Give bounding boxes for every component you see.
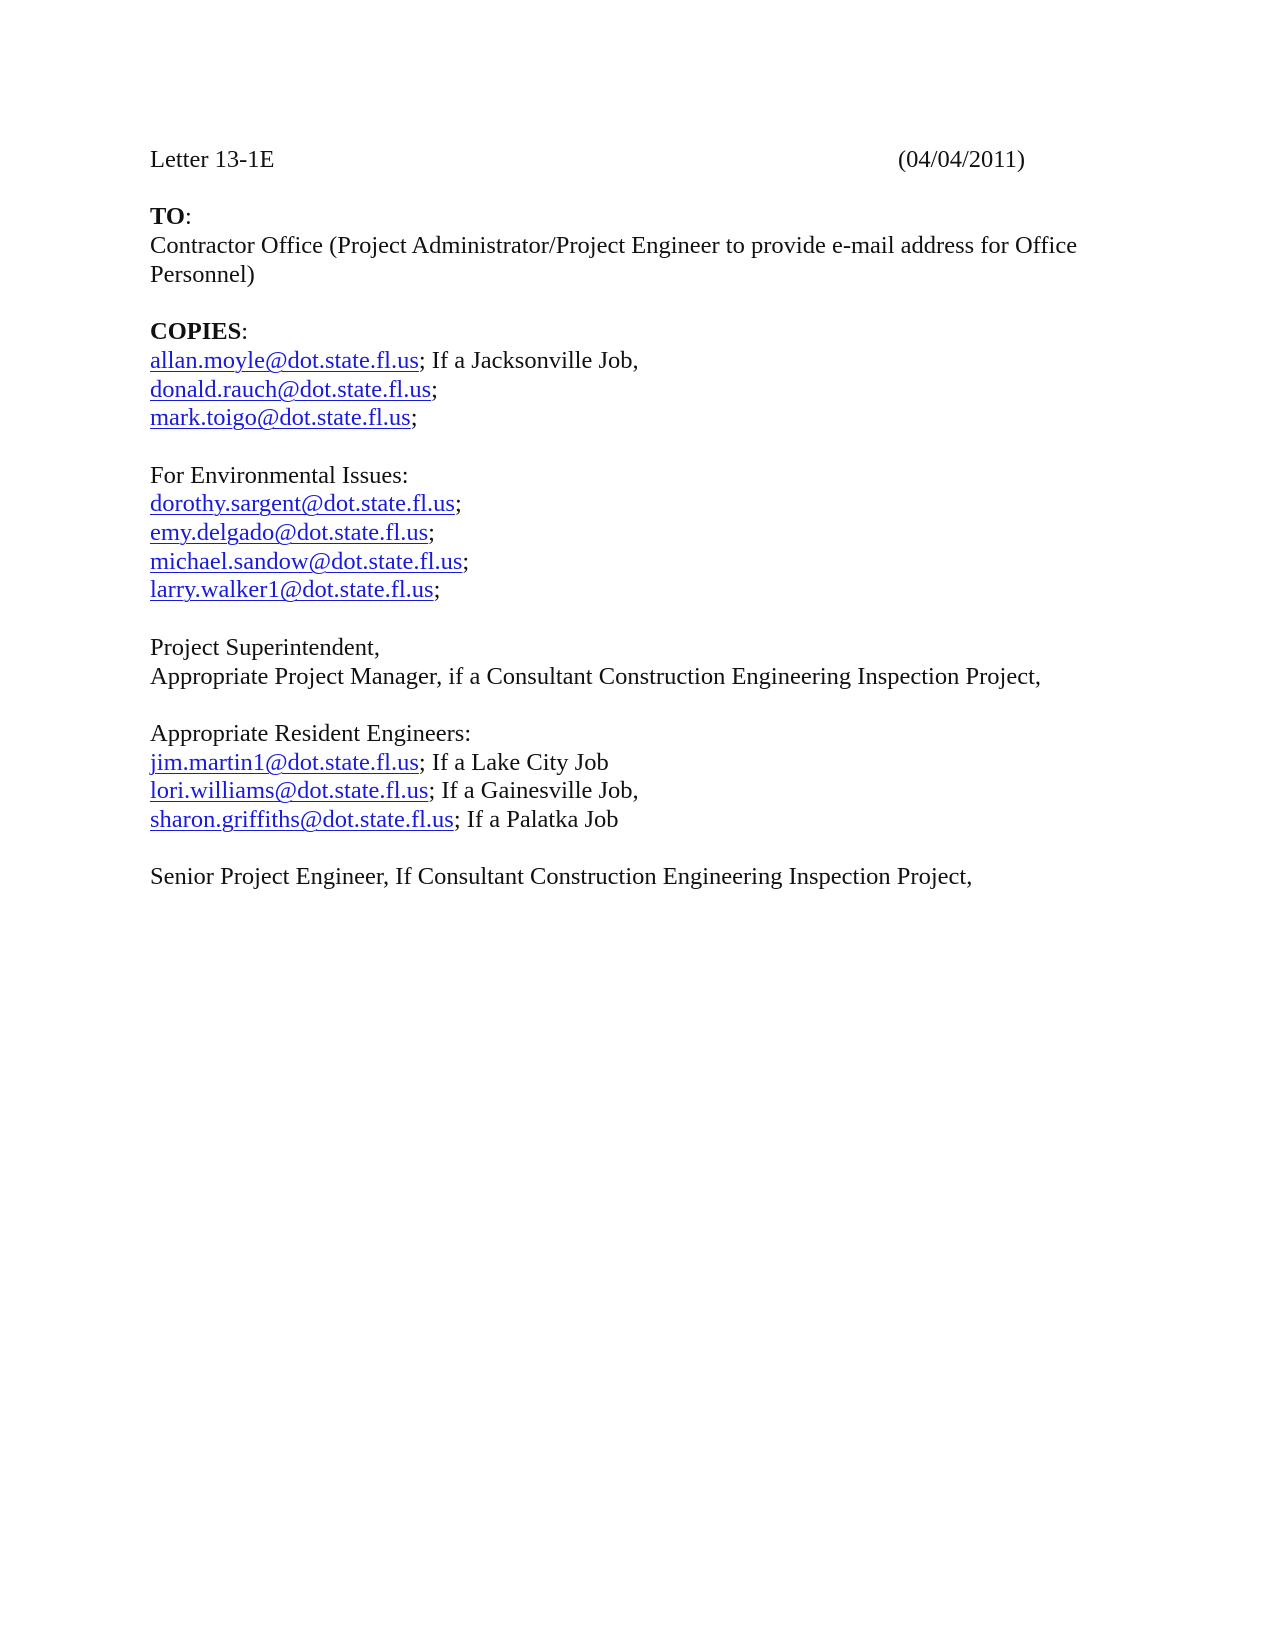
copies-heading-line [150, 318, 1110, 347]
letter-date: (04/04/2011) [898, 146, 1026, 173]
superintendent-line: Project Superintendent, [150, 633, 380, 661]
email-link[interactable]: dorothy.sargent@dot.state.fl.us [150, 490, 455, 518]
copies-line-suffix: ; [431, 375, 438, 403]
to-heading-colon: : [184, 203, 192, 231]
email-link[interactable]: lori.williams@dot.state.fl.us [150, 777, 429, 805]
email-link[interactable]: jim.martin1@dot.state.fl.us [150, 748, 419, 776]
resident-engineer-line [150, 749, 1110, 778]
environmental-line-suffix: ; [428, 519, 435, 547]
email-link[interactable]: michael.sandow@dot.state.fl.us [150, 547, 463, 575]
environmental-line-suffix: ; [462, 547, 470, 575]
letter-id: Letter 13-1E [150, 146, 275, 173]
resident-engineer-line-suffix: ; If a Gainesville Job, [428, 777, 639, 805]
resident-engineer-line [150, 806, 1110, 835]
resident-engineers-heading: Appropriate Resident Engineers: [150, 719, 472, 747]
copies-heading: COPIES [150, 318, 242, 346]
to-heading: TO [150, 203, 185, 231]
senior-project-engineer-line: Senior Project Engineer, If Consultant Construction Engineering Inspection Project, [150, 863, 973, 891]
environmental-line-suffix: ; [433, 576, 441, 604]
resident-engineer-line-suffix: ; If a Palatka Job [453, 806, 619, 834]
environmental-line [150, 519, 1110, 548]
email-link[interactable]: allan.moyle@dot.state.fl.us [150, 346, 419, 374]
to-recipient: Contractor Office (Project Administrator/Project Engineer to provide e-mail address for Office Personnel) [150, 232, 1078, 288]
to-heading-line [150, 203, 1110, 232]
email-link[interactable]: larry.walker1@dot.state.fl.us [150, 576, 434, 604]
resident-engineer-line [150, 777, 1110, 806]
email-link[interactable]: mark.toigo@dot.state.fl.us [150, 404, 411, 432]
copies-line-suffix: ; [410, 404, 418, 432]
environmental-line [150, 548, 1110, 577]
copies-heading-colon: : [241, 318, 249, 346]
environmental-heading: For Environmental Issues: [150, 461, 409, 489]
resident-engineer-line-suffix: ; If a Lake City Job [418, 748, 609, 776]
copies-line [150, 404, 1110, 433]
project-manager-line: Appropriate Project Manager, if a Consultant Construction Engineering Inspection Project, [150, 662, 1042, 690]
environmental-line [150, 490, 1110, 519]
copies-line [150, 347, 1110, 376]
email-link[interactable]: donald.rauch@dot.state.fl.us [150, 375, 432, 403]
letter-page [150, 146, 1110, 892]
environmental-line-suffix: ; [454, 490, 462, 518]
copies-line-suffix: ; If a Jacksonville Job, [418, 346, 639, 374]
email-link[interactable]: emy.delgado@dot.state.fl.us [150, 519, 429, 547]
email-link[interactable]: sharon.griffiths@dot.state.fl.us [150, 806, 454, 834]
environmental-line [150, 576, 1110, 605]
letter-header [150, 146, 1110, 175]
copies-line [150, 376, 1110, 405]
